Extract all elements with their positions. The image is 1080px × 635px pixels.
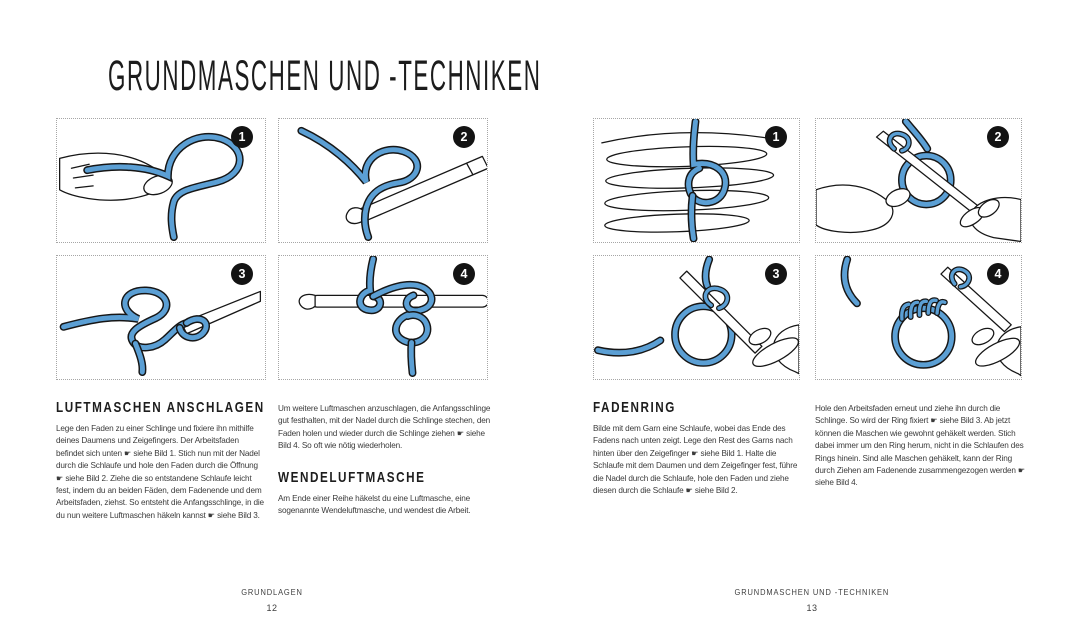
section-heading-wendeluftmasche: WENDELUFTMASCHE xyxy=(278,468,426,486)
chapter-title: GRUNDMASCHEN UND -TECHNIKEN xyxy=(108,52,542,100)
right-page-footer xyxy=(692,582,932,613)
section-body-fadenring: Bilde mit dem Garn eine Schlaufe, wobei das Ende des Fadens nach unten zeigt. Lege den Rest des Garns nach hinten über den Zeigefinger ☛ siehe Bild 1. Halte die Schlaufe mit dem Daumen und dem Zeigefinger fest, führe die Nadel durch die Schlaufe, hole den Faden und ziehe diesen durch die Schlaufe ☛ siehe Bild 2. xyxy=(593,424,798,496)
panel-number-badge: 2 xyxy=(453,126,475,148)
left-page-footer xyxy=(172,582,372,613)
panel-number-badge: 2 xyxy=(987,126,1009,148)
panel-number-badge: 4 xyxy=(453,263,475,285)
panel-number-badge: 3 xyxy=(765,263,787,285)
section-body-fadenring-continued: Hole den Arbeitsfaden erneut und ziehe ihn durch die Schlinge. So wird der Ring fixiert ☛ siehe Bild 3. Ab jetzt können die Maschen wie gewohnt gehäkelt werden. Stich dabei immer um den Ring herum, nicht in die Schlaufen des Rings hinein. Sind alle Maschen gehäkelt, kann der Ring durch Ziehen am Fadenende zusammengezogen werden ☛ siehe Bild 4. xyxy=(815,404,1026,488)
right-footer-page-number: 13 xyxy=(806,603,818,613)
panel-number-badge: 3 xyxy=(231,263,253,285)
illustration-panel-left-2 xyxy=(278,118,488,243)
panel-number-badge: 1 xyxy=(765,126,787,148)
section-body-wendeluftmasche: Am Ende einer Reihe häkelst du eine Luftmasche, eine sogenannte Wendeluftmasche, und wendest die Arbeit. xyxy=(278,493,471,516)
panel-number-badge: 4 xyxy=(987,263,1009,285)
illustration-panel-right-3 xyxy=(593,255,800,380)
illustration-panel-left-3 xyxy=(56,255,266,380)
illustration-panel-right-4 xyxy=(815,255,1022,380)
left-page-column-2 xyxy=(278,403,496,517)
illustration-panel-left-1 xyxy=(56,118,266,243)
illustration-panel-left-4 xyxy=(278,255,488,380)
section-heading-luftmaschen: LUFTMASCHEN ANSCHLAGEN xyxy=(56,399,265,416)
right-footer-section-label: GRUNDMASCHEN UND -TECHNIKEN xyxy=(734,587,890,597)
section-luftmaschen-anschlagen xyxy=(56,399,266,522)
illustration-panel-right-2 xyxy=(815,118,1022,243)
panel-number-badge: 1 xyxy=(231,126,253,148)
illustration-panel-right-1 xyxy=(593,118,800,243)
left-footer-section-label: GRUNDLAGEN xyxy=(241,587,303,597)
section-body-luftmaschen: Lege den Faden zu einer Schlinge und fixiere ihn mithilfe deines Daumens und Zeigefingers. Der Arbeitsfaden befindet sich unten ☛ siehe Bild 1. Stich nun mit der Nadel durch die Schlaufe und hole den Faden durch die Öffnung ☛ siehe Bild 2. Ziehe die so entstandene Schlaufe leicht fest, indem du an beiden Fäden, dem Fadenende und dem Arbeitsfaden, ziehst. So entsteht die Anfangsschlinge, in die du nun weitere Luftmaschen häkeln kannst ☛ siehe Bild 3. xyxy=(56,424,264,520)
section-body-luftmaschen-continued: Um weitere Luftmaschen anzuschlagen, die Anfangsschlinge gut festhalten, mit der Nadel durch die Schlinge stechen, den Faden holen und wieder durch die Schlinge ziehen ☛ siehe Bild 4. So oft wie nötig wiederholen. xyxy=(278,404,491,451)
section-fadenring xyxy=(593,399,807,497)
left-footer-page-number: 12 xyxy=(266,603,278,613)
chapter-title-wrap xyxy=(108,52,942,100)
section-heading-fadenring: FADENRING xyxy=(593,399,676,416)
right-page-column-2 xyxy=(815,403,1033,490)
